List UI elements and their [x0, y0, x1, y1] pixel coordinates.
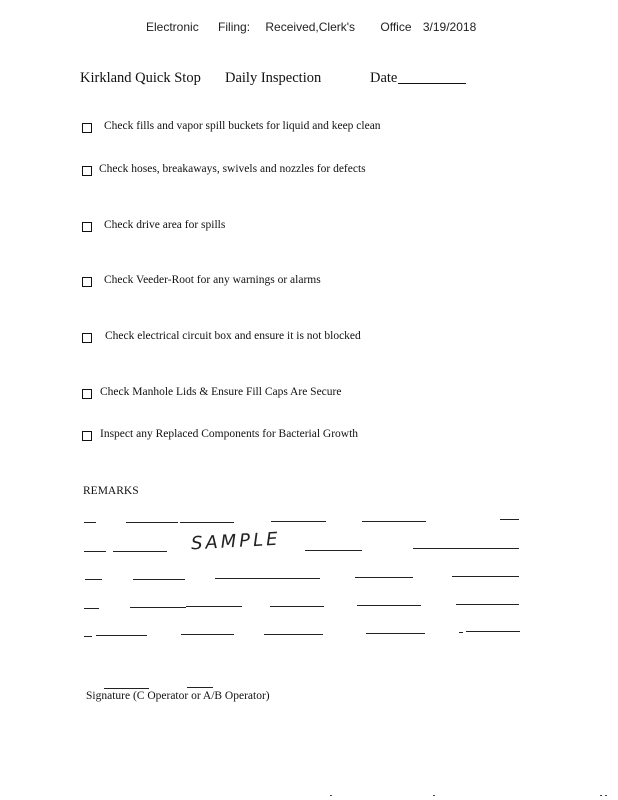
remarks-line	[130, 607, 186, 608]
remarks-line	[186, 606, 242, 607]
remarks-line	[180, 522, 234, 523]
form-title: Daily Inspection	[225, 70, 322, 86]
remarks-line	[181, 634, 234, 635]
remarks-line	[413, 548, 477, 549]
stamp-electronic: Electronic	[146, 20, 199, 34]
scan-speck	[605, 795, 607, 796]
remarks-line	[84, 608, 99, 609]
remarks-line	[84, 522, 96, 523]
remarks-line	[362, 521, 426, 522]
signature-line	[187, 687, 213, 688]
checkbox-4[interactable]	[82, 277, 92, 287]
stamp-date: 3/19/2018	[422, 20, 477, 34]
checklist-item-4: Check Veeder-Root for any warnings or alarms	[104, 274, 321, 286]
remarks-line	[459, 632, 463, 633]
remarks-line	[133, 579, 185, 580]
remarks-line	[271, 521, 326, 522]
remarks-line	[264, 634, 323, 635]
checkbox-2[interactable]	[82, 166, 92, 176]
stamp-filing: Filing:	[218, 20, 251, 34]
remarks-line	[270, 606, 324, 607]
remarks-line	[126, 522, 178, 523]
stamp-received: Received,Clerk's	[265, 20, 356, 34]
remarks-line	[456, 604, 519, 605]
remarks-line	[84, 551, 106, 552]
filing-stamp	[146, 20, 476, 34]
remarks-label: REMARKS	[83, 485, 139, 497]
checklist-item-6: Check Manhole Lids & Ensure Fill Caps Are Secure	[100, 386, 342, 398]
remarks-line	[357, 605, 421, 606]
signature-label: Signature (C Operator or A/B Operator)	[86, 690, 270, 702]
store-name: Kirkland Quick Stop	[80, 70, 201, 86]
remarks-line	[500, 519, 519, 520]
remarks-line	[305, 550, 362, 551]
scan-speck	[433, 795, 435, 796]
remarks-line	[96, 635, 147, 636]
stamp-office: Office	[380, 20, 412, 34]
checklist-item-2: Check hoses, breakaways, swivels and nozzles for defects	[99, 163, 366, 175]
scan-speck	[330, 795, 332, 796]
remarks-line	[215, 578, 269, 579]
remarks-line	[477, 548, 519, 549]
checkbox-7[interactable]	[82, 431, 92, 441]
checklist-item-5: Check electrical circuit box and ensure it is not blocked	[105, 330, 361, 342]
date-line	[398, 83, 466, 84]
checklist-item-3: Check drive area for spills	[104, 219, 226, 231]
handwritten-sample: SAMPLE	[190, 528, 282, 555]
checkbox-5[interactable]	[82, 333, 92, 343]
date-label: Date	[370, 70, 398, 86]
remarks-line	[452, 576, 519, 577]
checkbox-1[interactable]	[82, 123, 92, 133]
remarks-line	[84, 636, 92, 637]
scan-speck	[600, 795, 602, 796]
remarks-line	[355, 577, 413, 578]
remarks-line	[466, 631, 520, 632]
checklist-item-7: Inspect any Replaced Components for Bacterial Growth	[100, 428, 359, 440]
remarks-line	[85, 579, 102, 580]
checkbox-3[interactable]	[82, 222, 92, 232]
checkbox-6[interactable]	[82, 389, 92, 399]
signature-line	[104, 688, 149, 689]
remarks-line	[269, 578, 320, 579]
remarks-line	[366, 633, 425, 634]
remarks-line	[113, 551, 167, 552]
checklist-item-1: Check fills and vapor spill buckets for liquid and keep clean	[104, 120, 381, 132]
